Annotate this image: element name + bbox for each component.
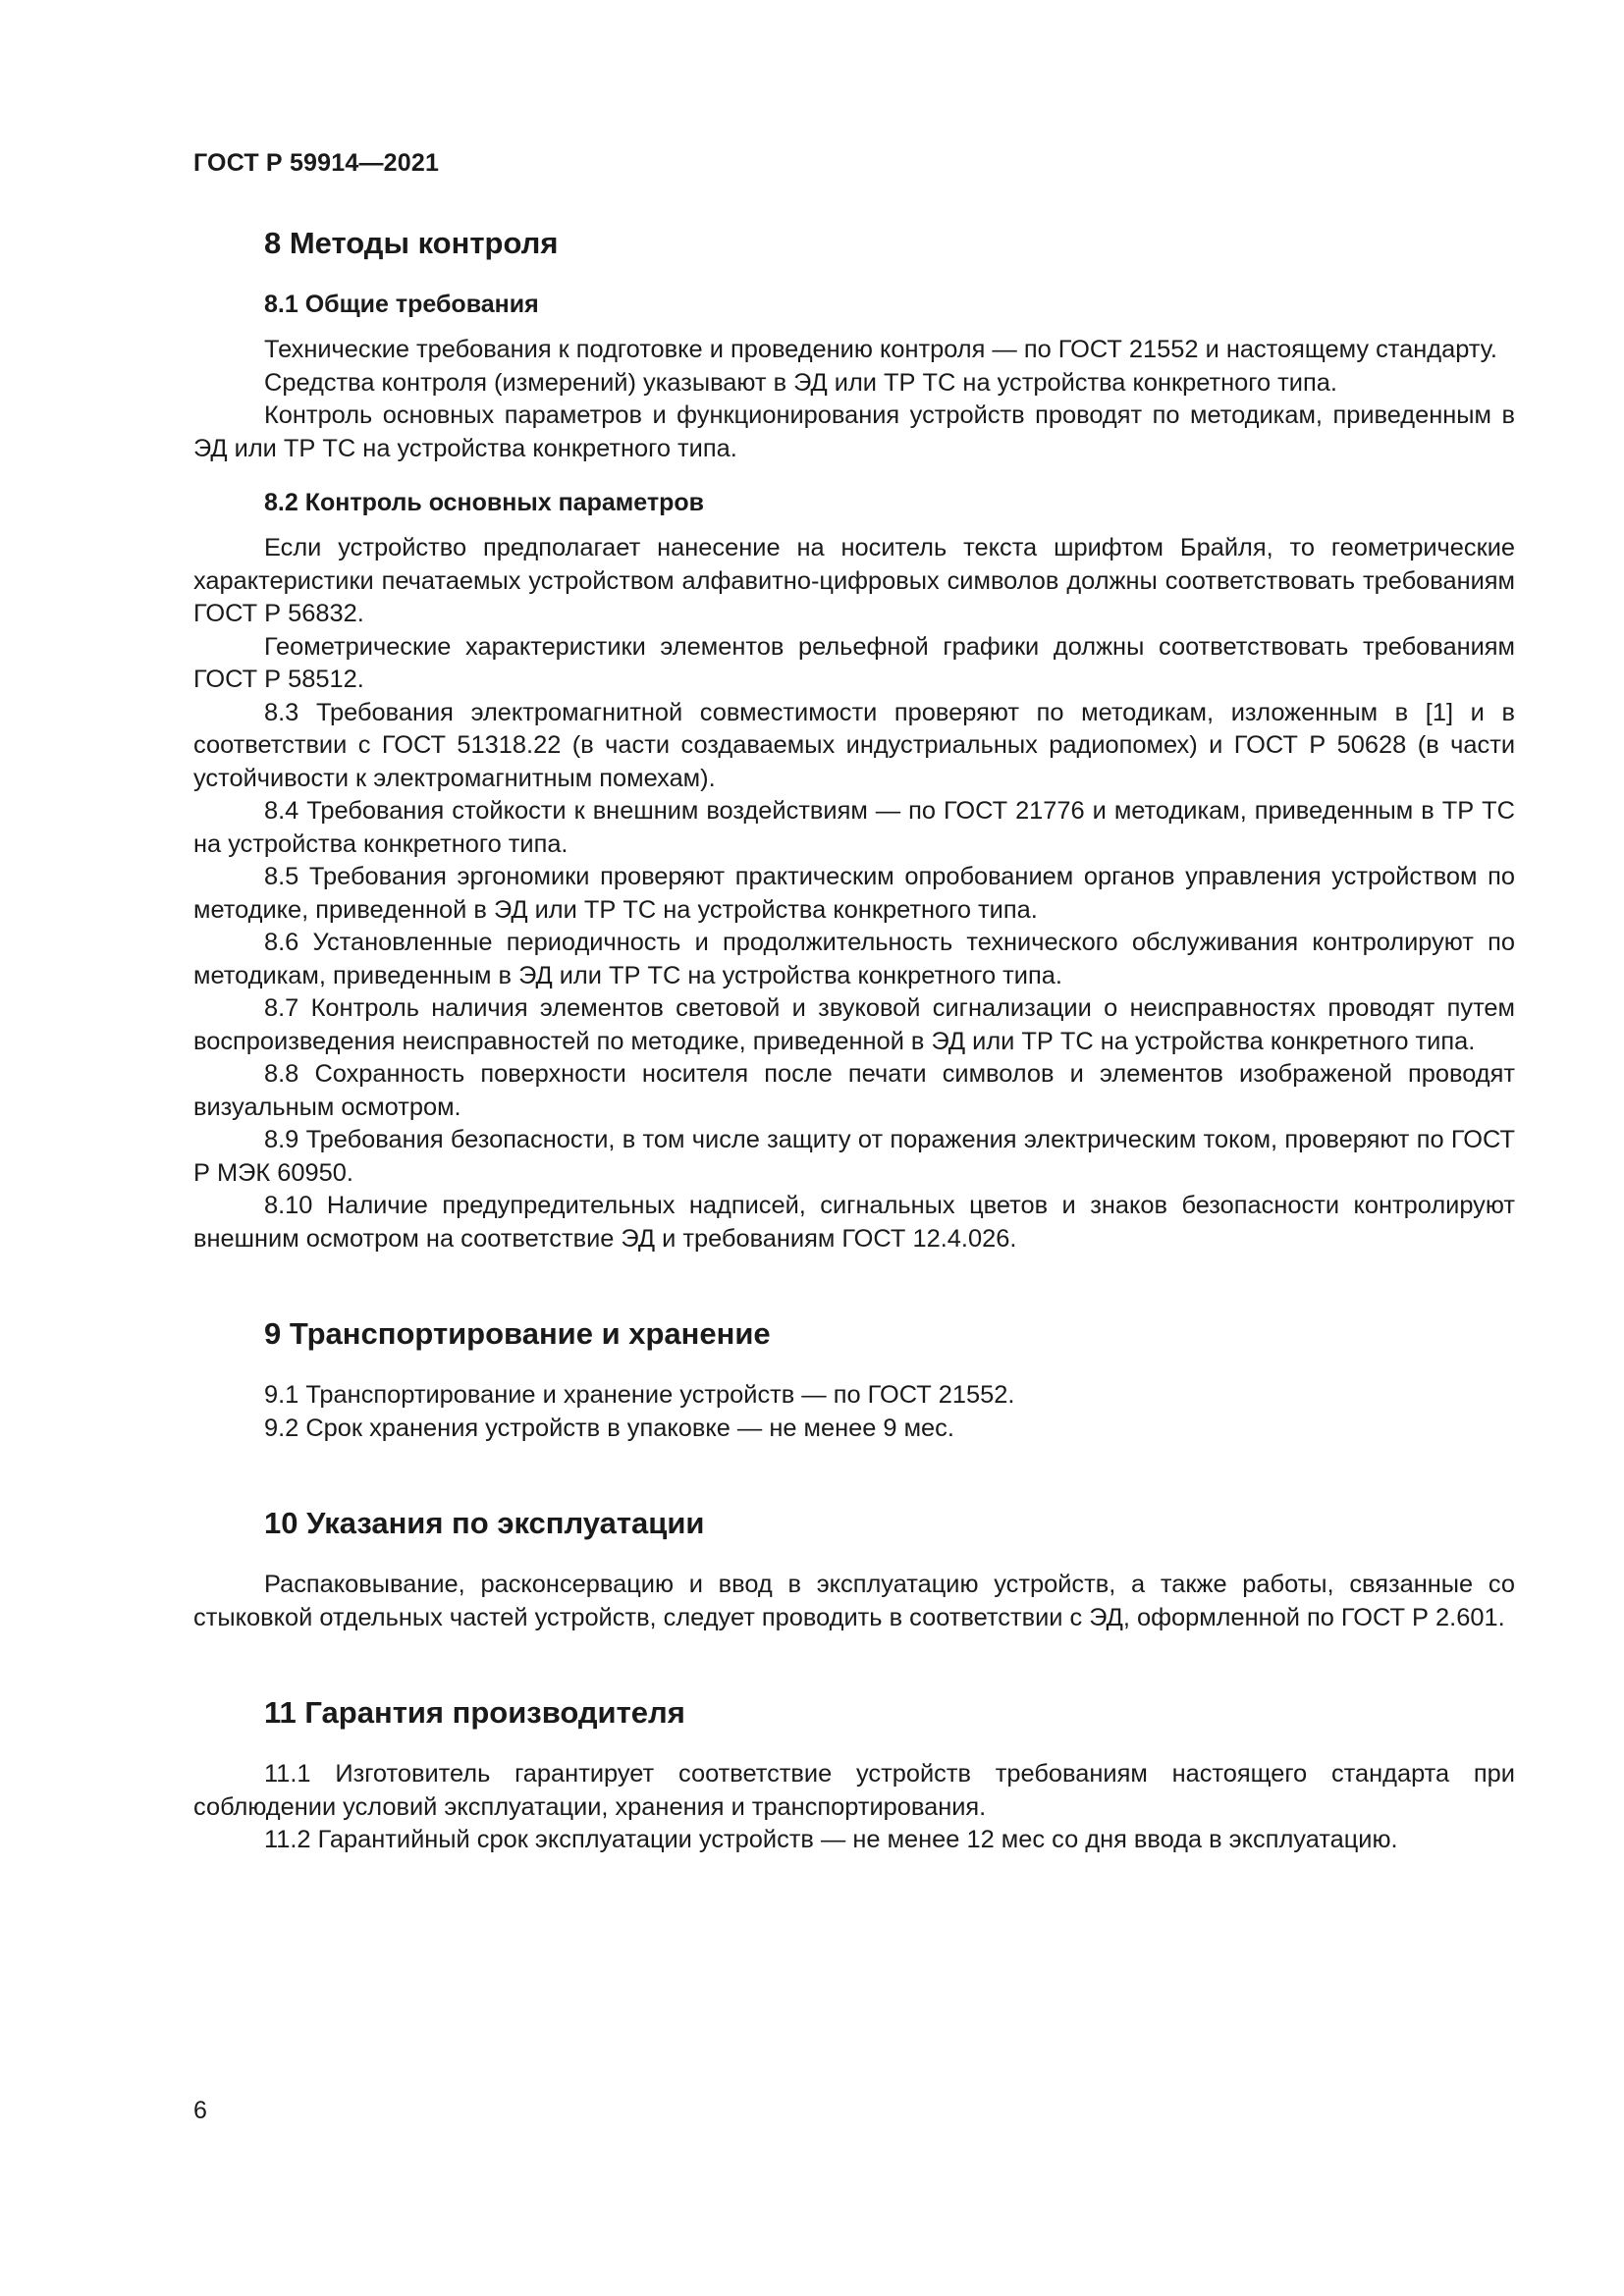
section-9-body xyxy=(193,1379,1515,1445)
page-number: 6 xyxy=(193,2097,207,2124)
section-title: 11 Гарантия производителя xyxy=(264,1695,685,1730)
section-9 xyxy=(193,1314,1515,1445)
paragraph: 8.9 Требования безопасности, в том числе защиту от поражения электрическим током, проверяют по ГОСТ Р МЭК 60950. xyxy=(193,1126,1515,1187)
paragraph: Контроль основных параметров и функционирования устройств проводят по методикам, приведенным в ЭД или ТР ТС на устройства конкретного типа. xyxy=(193,401,1515,462)
section-11 xyxy=(193,1693,1515,1857)
document-code: ГОСТ Р 59914—2021 xyxy=(193,149,440,177)
section-10-body xyxy=(193,1569,1515,1634)
paragraph: 8.6 Установленные периодичность и продолжительность технического обслуживания контролируют по методикам, приведенным в ЭД или ТР ТС на устройства конкретного типа. xyxy=(193,929,1515,989)
paragraph: 8.8 Сохранность поверхности носителя после печати символов и элементов изображеной проводят визуальным осмотром. xyxy=(193,1060,1515,1121)
subsection-title: 8.1 Общие требования xyxy=(264,291,539,318)
document-content xyxy=(193,224,1515,1879)
subsection-8-1-body xyxy=(193,334,1515,465)
paragraph: 11.2 Гарантийный срок эксплуатации устройств — не менее 12 мес со дня ввода в эксплуатацию. xyxy=(264,1826,1398,1853)
section-title: 8 Методы контроля xyxy=(264,226,559,260)
paragraph: Технические требования к подготовке и проведению контроля — по ГОСТ 21552 и настоящему стандарту. xyxy=(264,336,1497,363)
paragraph: 8.4 Требования стойкости к внешним воздействиям — по ГОСТ 21776 и методикам, приведенным в ТР ТС на устройства конкретного типа. xyxy=(193,797,1515,858)
paragraph: 9.2 Срок хранения устройств в упаковке — не менее 9 мес. xyxy=(264,1414,954,1442)
paragraph: Если устройство предполагает нанесение на носитель текста шрифтом Брайля, то геометрические характеристики печатаемых устройством алфавитно-цифровых символов должны соответствовать требованиям ГОСТ Р 56832. xyxy=(193,534,1515,627)
paragraph: 9.1 Транспортирование и хранение устройств — по ГОСТ 21552. xyxy=(264,1381,1015,1409)
paragraph: 8.7 Контроль наличия элементов световой и звуковой сигнализации о неисправностях проводят путем воспроизведения неисправностей по методике, приведенной в ЭД или ТР ТС на устройства конкретного типа. xyxy=(193,994,1515,1055)
section-10 xyxy=(193,1504,1515,1634)
paragraph: Средства контроля (измерений) указывают в ЭД или ТР ТС на устройства конкретного типа. xyxy=(264,368,1337,397)
subsection-8-2-body xyxy=(193,532,1515,1255)
section-title: 10 Указания по эксплуатации xyxy=(264,1506,705,1540)
subsection-title: 8.2 Контроль основных параметров xyxy=(264,489,704,516)
section-title: 9 Транспортирование и хранение xyxy=(264,1316,771,1351)
paragraph: Распаковывание, расконсервацию и ввод в эксплуатацию устройств, а также работы, связанные со стыковкой отдельных частей устройств, следует проводить в соответствии с ЭД, оформленной по ГОСТ Р 2.601. xyxy=(193,1571,1515,1631)
paragraph: 8.10 Наличие предупредительных надписей, сигнальных цветов и знаков безопасности контролируют внешним осмотром на соответствие ЭД и требованиям ГОСТ 12.4.026. xyxy=(193,1192,1515,1253)
paragraph: 8.5 Требования эргономики проверяют практическим опробованием органов управления устройством по методике, приведенной в ЭД или ТР ТС на устройства конкретного типа. xyxy=(193,863,1515,924)
section-11-body xyxy=(193,1758,1515,1857)
paragraph: 8.3 Требования электромагнитной совместимости проверяют по методикам, изложенным в [1] и в соответствии с ГОСТ 51318.22 (в части создаваемых индустриальных радиопомех) и ГОСТ Р 50628 (в части устойчивости к электромагнитным помехам). xyxy=(193,698,1515,792)
paragraph: Геометрические характеристики элементов рельефной графики должны соответствовать требованиям ГОСТ Р 58512. xyxy=(193,632,1515,693)
section-8 xyxy=(193,224,1515,1255)
paragraph: 11.1 Изготовитель гарантирует соответствие устройств требованиям настоящего стандарта при соблюдении условий эксплуатации, хранения и транспортирования. xyxy=(193,1760,1515,1821)
